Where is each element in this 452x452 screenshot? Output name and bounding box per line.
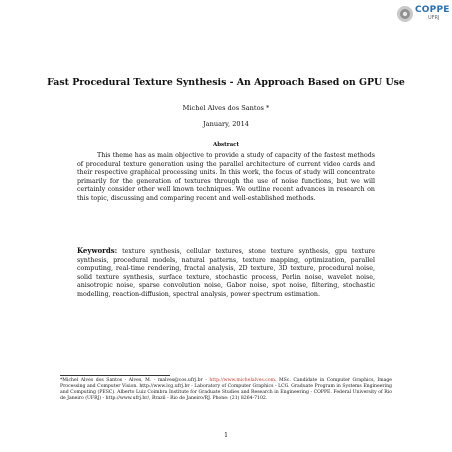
author-homepage-link[interactable]: http://www.michelalves.com [209, 378, 275, 383]
coppe-emblem-icon [396, 5, 414, 23]
abstract-heading: Abstract [212, 142, 240, 148]
page-number: 1 [224, 432, 228, 439]
footnote [60, 378, 392, 402]
abstract-text: This theme has as main objective to provide a study of capacity of the fastest methods of procedural texture generation using the parallel architecture of current video cards and their respective graphical processing units. In this work, the focus of study will concentrate primarily for the generation of textures through the use of noise functions, but we will certainly consider other well known techniques. We outline recent advances in research on this topic, discussing and comparing recent and well-established methods. [77, 152, 375, 202]
logo-text: COPPE [415, 5, 450, 15]
date-line: January, 2014 [203, 120, 249, 128]
keywords-paragraph [77, 247, 375, 300]
author-line: Michel Alves dos Santos * [182, 104, 270, 112]
keywords-text: texture synthesis, cellular textures, stone texture synthesis, gpu texture synthesis, procedural models, natural patterns, texture mapping, optimization, parallel computing, real-time rendering, fractal analysis, 2D texture, 3D texture, procedural noise, solid texture synthesis, surface texture, stochastic process, Perlin noise, wavelet noise, anisotropic noise, sparse convolution noise, Gabor noise, spot noise, filtering, stochastic modelling, reaction-diffusion, spectral analysis, power spectrum estimation. [77, 248, 375, 298]
keywords-label: Keywords: [77, 246, 118, 255]
footnote-part1: *Michel Alves dos Santos - Alves, M. - malves@cos.ufrj.br - [60, 378, 210, 383]
logo-subtext: UFRJ [428, 15, 440, 21]
footnote-rule [60, 375, 170, 376]
paper-title: Fast Procedural Texture Synthesis - An Approach Based on GPU Use [47, 77, 405, 88]
coppe-logo [396, 4, 450, 24]
footnote-part2: . MSc. Candidate in Computer Graphics, Image Processing and Computer Vision. http://www.lcg.ufrj.br - Laboratory of Computer Graphics - LCG. Graduate Program in Systems Engineering and Computing (PESC). Alberto Luiz Coimbra Institute for Graduate Studies and Research in Engineering - COPPE. Federal University of Rio de Janeiro (UFRJ) - http://www.ufrj.br/, Brazil - Rio de Janeiro/RJ. Phone: (21) 8264-7102. [60, 378, 392, 401]
